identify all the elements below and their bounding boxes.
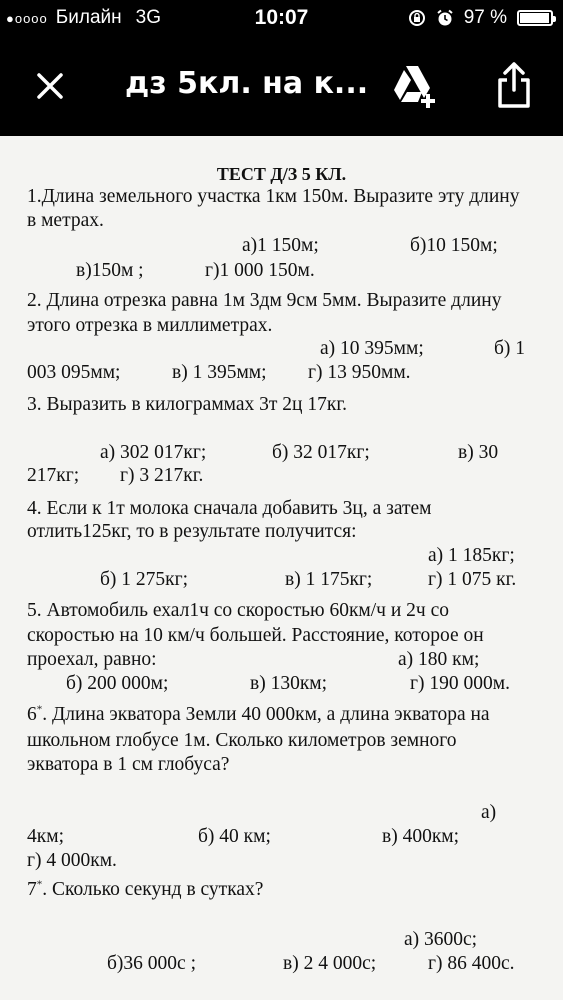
app-toolbar bbox=[0, 36, 563, 136]
share-icon bbox=[494, 60, 534, 110]
q1-text-line2: в метрах. bbox=[27, 210, 104, 231]
q2-option-c: в) 1 395мм; bbox=[172, 362, 267, 383]
q3-option-c: в) 30 bbox=[458, 442, 499, 463]
q2-option-b: б) 1 bbox=[494, 338, 526, 359]
q4-option-c: в) 1 175кг; bbox=[285, 569, 373, 590]
q4-text-line1: 4. Если к 1т молока сначала добавить 3ц, а затем bbox=[27, 498, 432, 519]
q7-option-b: б)36 000с ; bbox=[107, 953, 196, 974]
signal-strength-icon: ●oooo bbox=[6, 10, 48, 26]
rotation-lock-icon bbox=[408, 9, 426, 27]
q6-option-c: в) 400км; bbox=[382, 826, 460, 847]
q6-line1-text: . Длина экватора Земли 40 000км, а длина экватора на bbox=[42, 704, 490, 725]
battery-icon bbox=[517, 10, 553, 26]
q2-option-d: г) 13 950мм. bbox=[308, 362, 411, 383]
document-page[interactable] bbox=[0, 136, 563, 1000]
q6-star: * bbox=[36, 703, 43, 716]
q1-text-line1: 1.Длина земельного участка 1км 150м. Выразите эту длину bbox=[27, 186, 520, 207]
q6-text-line2: школьном глобусе 1м. Сколько километров земного bbox=[27, 730, 457, 751]
status-bar bbox=[0, 0, 563, 36]
q7-number: 7 bbox=[27, 879, 37, 900]
q2-text-line2: этого отрезка в миллиметрах. bbox=[27, 315, 273, 336]
q1-option-d: г)1 000 150м. bbox=[205, 260, 315, 281]
q6-option-a: а) bbox=[481, 802, 497, 823]
q7-star: * bbox=[36, 878, 43, 891]
q3-option-b: б) 32 017кг; bbox=[272, 442, 370, 463]
q5-text-line2: скоростью на 10 км/ч большей. Расстояние, которое он bbox=[27, 625, 484, 646]
alarm-icon bbox=[436, 9, 454, 27]
q4-option-a: а) 1 185кг; bbox=[428, 545, 515, 566]
q6-option-b: б) 40 км; bbox=[198, 826, 271, 847]
q5-option-c: в) 130км; bbox=[250, 673, 328, 694]
q6-number: 6 bbox=[27, 704, 37, 725]
q7-option-c: в) 2 4 000с; bbox=[283, 953, 377, 974]
q6-text-line3: экватора в 1 см глобуса? bbox=[27, 754, 230, 775]
add-to-drive-button[interactable] bbox=[392, 64, 440, 110]
q1-option-c: в)150м ; bbox=[76, 260, 144, 281]
carrier-name: Билайн bbox=[55, 7, 122, 28]
network-type: 3G bbox=[135, 7, 161, 28]
q3-text-line1: 3. Выразить в килограммах 3т 2ц 17кг. bbox=[27, 394, 347, 415]
q2-text-line1: 2. Длина отрезка равна 1м 3дм 9см 5мм. Выразите длину bbox=[27, 290, 502, 311]
q7-line1-text: . Сколько секунд в сутках? bbox=[42, 879, 264, 900]
document-title: дз 5кл. на к... bbox=[125, 66, 369, 101]
status-time: 10:07 bbox=[254, 6, 309, 29]
q5-option-a: а) 180 км; bbox=[398, 649, 480, 670]
q5-text-line1: 5. Автомобиль ехал1ч со скоростью 60км/ч и 2ч со bbox=[27, 600, 450, 621]
q4-option-b: б) 1 275кг; bbox=[100, 569, 189, 590]
q5-option-d: г) 190 000м. bbox=[410, 673, 510, 694]
battery-percent: 97 % bbox=[463, 7, 507, 28]
status-right bbox=[408, 7, 553, 29]
q7-text-line1 bbox=[27, 877, 263, 903]
test-heading: ТЕСТ Д/З 5 КЛ. bbox=[216, 164, 347, 184]
q5-option-b: б) 200 000м; bbox=[66, 673, 169, 694]
q6-text-line1 bbox=[27, 702, 490, 728]
q3-option-c-continued: 217кг; bbox=[27, 465, 80, 486]
q6-option-d: г) 4 000км. bbox=[27, 850, 117, 871]
q3-option-d: г) 3 217кг. bbox=[120, 465, 204, 486]
q1-option-b: б)10 150м; bbox=[410, 235, 498, 256]
battery-tip bbox=[553, 16, 556, 22]
q5-text-line3: проехал, равно: bbox=[27, 649, 157, 670]
q4-text-line2: отлить125кг, то в результате получится: bbox=[27, 521, 357, 542]
q6-option-a-continued: 4км; bbox=[27, 826, 64, 847]
q1-option-a: а)1 150м; bbox=[242, 235, 319, 256]
q2-option-b-continued: 003 095мм; bbox=[27, 362, 121, 383]
battery-fill bbox=[520, 13, 549, 23]
add-to-drive-icon bbox=[392, 64, 440, 110]
q7-option-d: г) 86 400с. bbox=[428, 953, 515, 974]
share-button[interactable] bbox=[494, 60, 534, 110]
q3-option-a: а) 302 017кг; bbox=[100, 442, 207, 463]
q2-option-a: а) 10 395мм; bbox=[320, 338, 424, 359]
close-icon bbox=[36, 72, 64, 100]
q7-option-a: а) 3600с; bbox=[404, 929, 478, 950]
q4-option-d: г) 1 075 кг. bbox=[428, 569, 517, 590]
close-button[interactable] bbox=[30, 66, 70, 106]
